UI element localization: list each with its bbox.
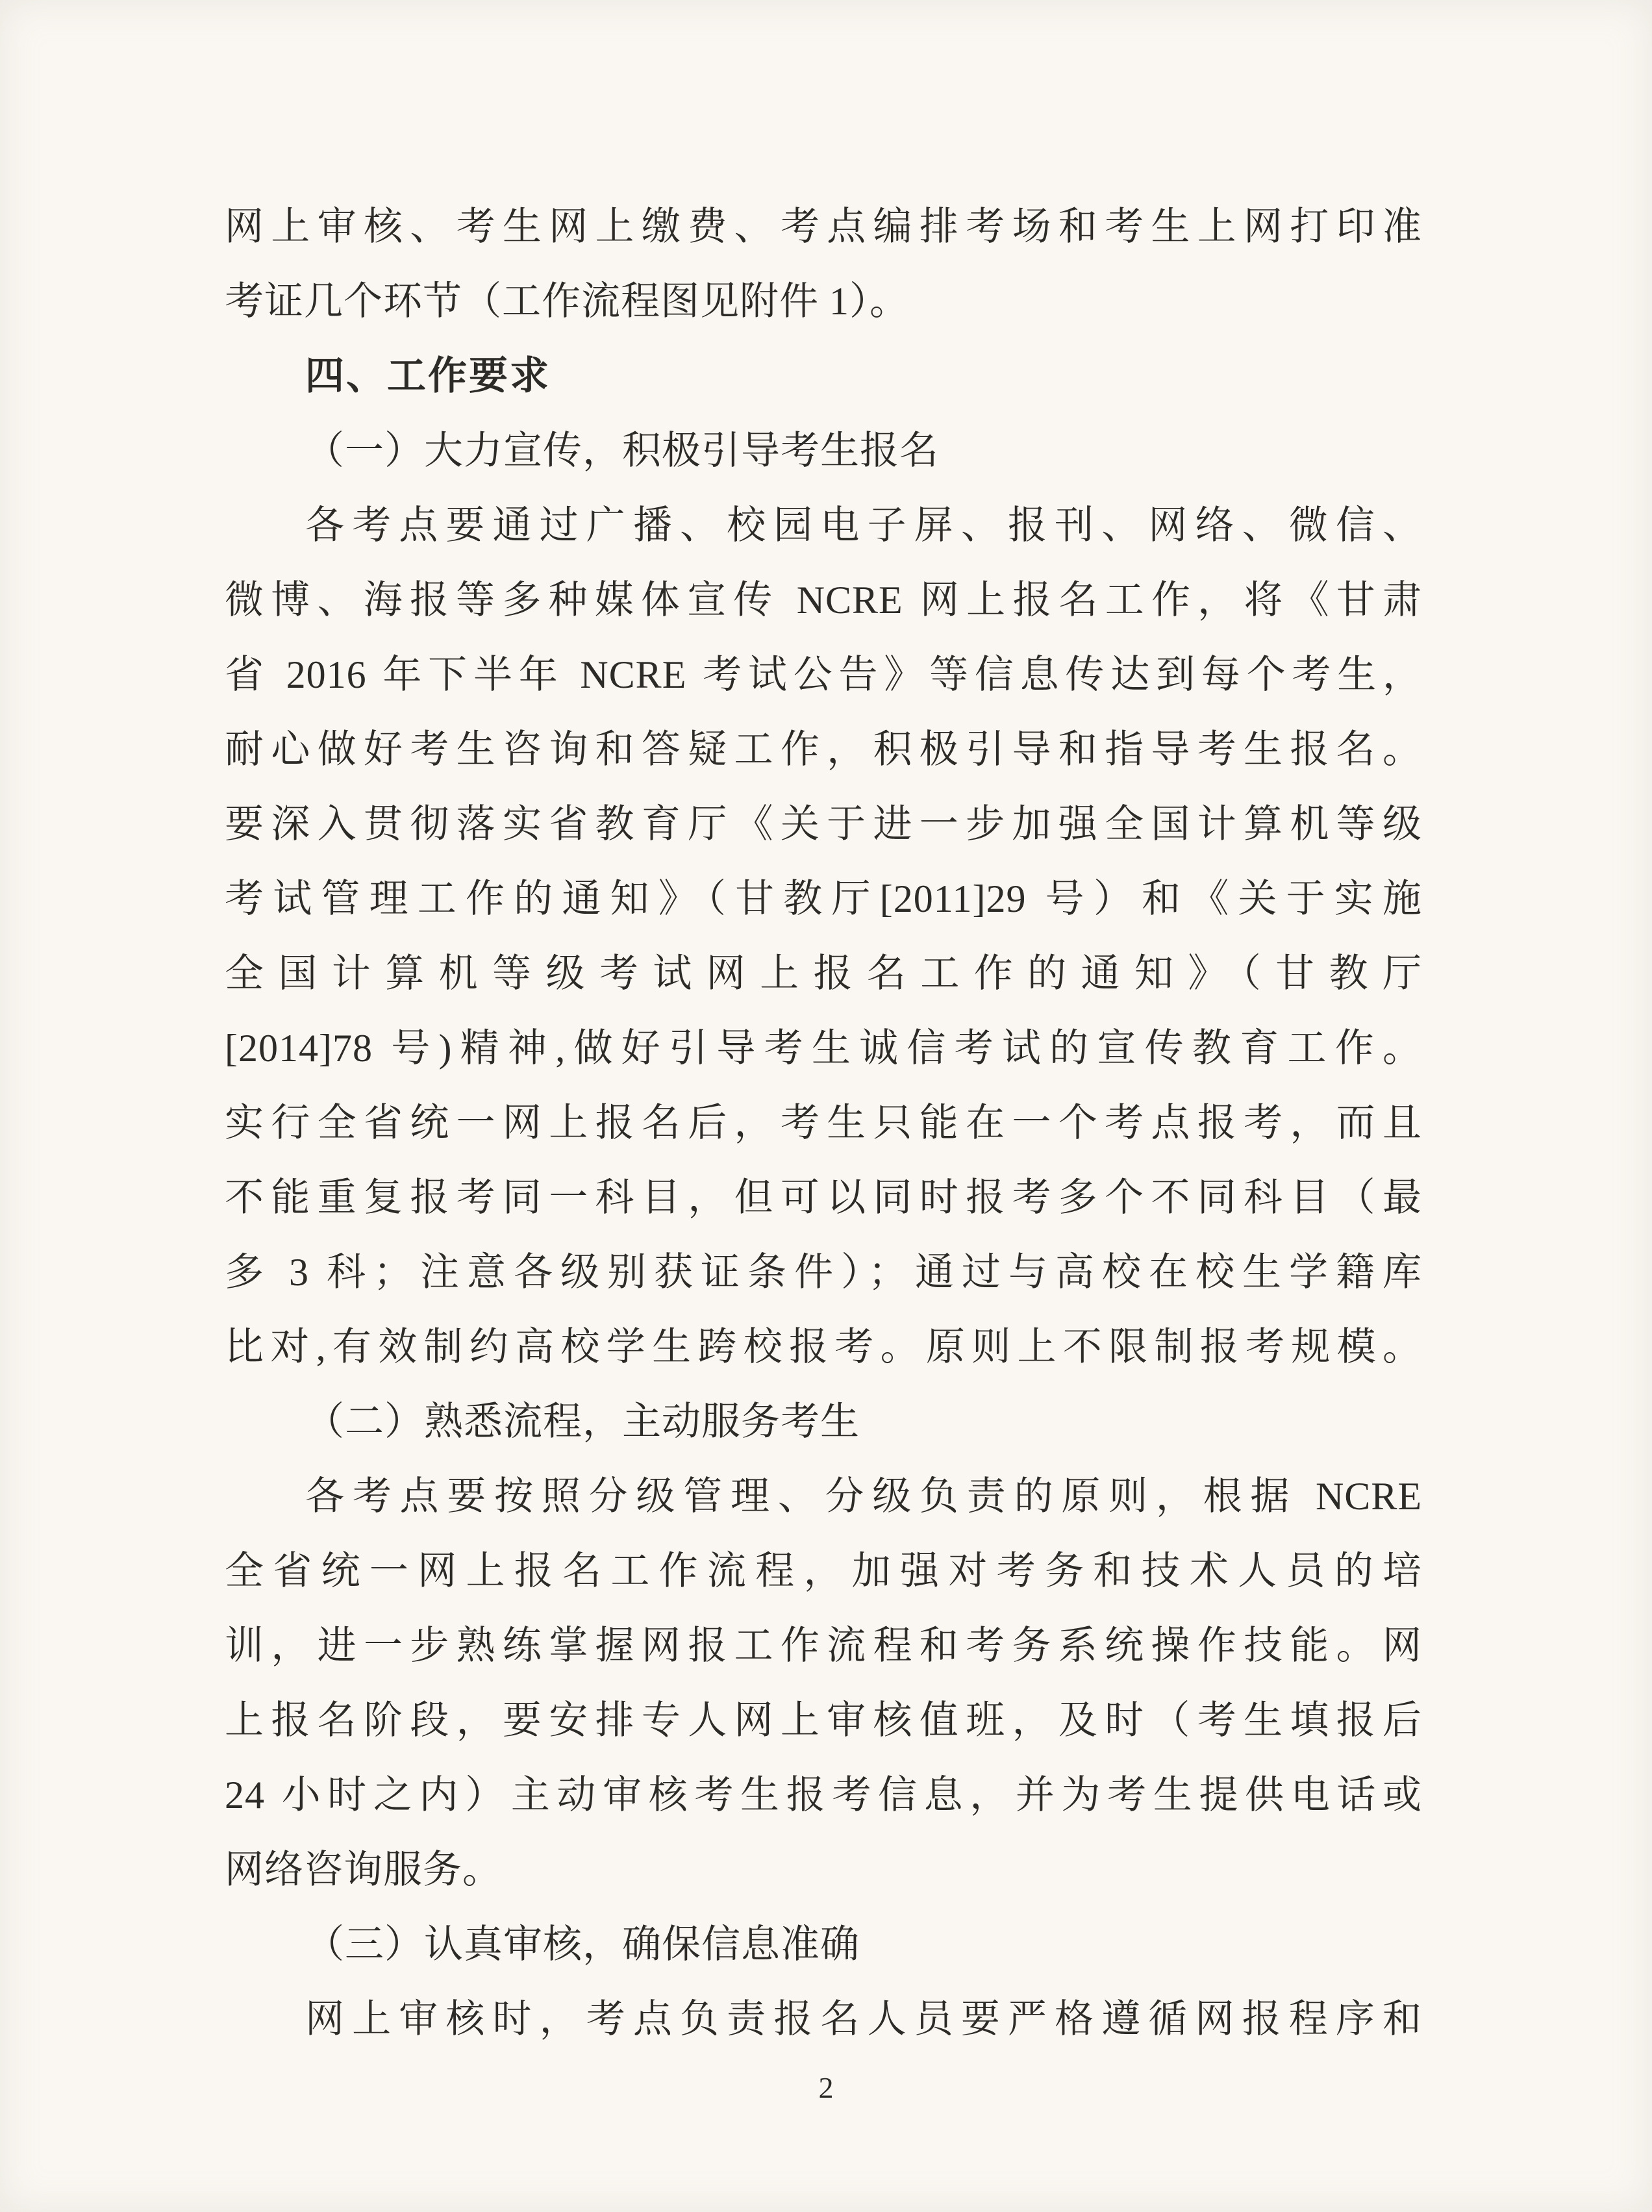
page-number: 2 <box>818 2071 834 2104</box>
body-line: 不能重复报考同一科目，但可以同时报考多个不同科目（最 <box>225 1176 1422 1219</box>
subsection-heading-1: （一）大力宣传，积极引导考生报名 <box>305 429 939 472</box>
body-line: 网上审核、考生网上缴费、考点编排考场和考生上网打印准 <box>225 205 1422 248</box>
body-line: 省 2016 年下半年 NCRE 考试公告》等信息传达到每个考生， <box>225 653 1422 696</box>
body-line: 24 小时之内）主动审核考生报考信息，并为考生提供电话或 <box>225 1774 1422 1816</box>
section-heading-work-requirements: 四、工作要求 <box>305 355 551 397</box>
body-line: 全省统一网上报名工作流程，加强对考务和技术人员的培 <box>225 1550 1422 1592</box>
body-line: 微博、海报等多种媒体宣传 NCRE 网上报名工作，将《甘肃 <box>225 579 1422 622</box>
body-line: 全国计算机等级考试网上报名工作的通知》（甘教厅 <box>225 952 1422 995</box>
body-line: 要深入贯彻落实省教育厅《关于进一步加强全国计算机等级 <box>225 803 1422 846</box>
body-line: 比对,有效制约高校学生跨校报考。原则上不限制报考规模。 <box>225 1326 1422 1368</box>
body-line: 各考点要按照分级管理、分级负责的原则，根据 NCRE <box>305 1475 1422 1518</box>
body-line: 耐心做好考生咨询和答疑工作，积极引导和指导考生报名。 <box>225 728 1422 771</box>
body-line: 网上审核时，考点负责报名人员要严格遵循网报程序和 <box>305 1998 1422 2041</box>
subsection-heading-2: （二）熟悉流程，主动服务考生 <box>305 1400 860 1443</box>
body-line: 训，进一步熟练掌握网报工作流程和考务系统操作技能。网 <box>225 1624 1422 1667</box>
document-body <box>225 190 1422 2057</box>
body-line: 网络咨询服务。 <box>225 1848 502 1891</box>
body-line: [2014]78 号)精神,做好引导考生诚信考试的宣传教育工作。 <box>225 1027 1422 1070</box>
subsection-heading-3: （三）认真审核，确保信息准确 <box>305 1923 860 1966</box>
body-line: 各考点要通过广播、校园电子屏、报刊、网络、微信、 <box>305 504 1422 547</box>
body-line: 上报名阶段，要安排专人网上审核值班，及时（考生填报后 <box>225 1699 1422 1742</box>
body-line: 考证几个环节（工作流程图见附件 1）。 <box>225 280 909 323</box>
body-line: 多 3 科；注意各级别获证条件）；通过与高校在校生学籍库 <box>225 1251 1422 1294</box>
body-line: 考试管理工作的通知》（甘教厅[2011]29 号）和《关于实施 <box>225 877 1422 920</box>
body-line: 实行全省统一网上报名后，考生只能在一个考点报考，而且 <box>225 1101 1422 1144</box>
